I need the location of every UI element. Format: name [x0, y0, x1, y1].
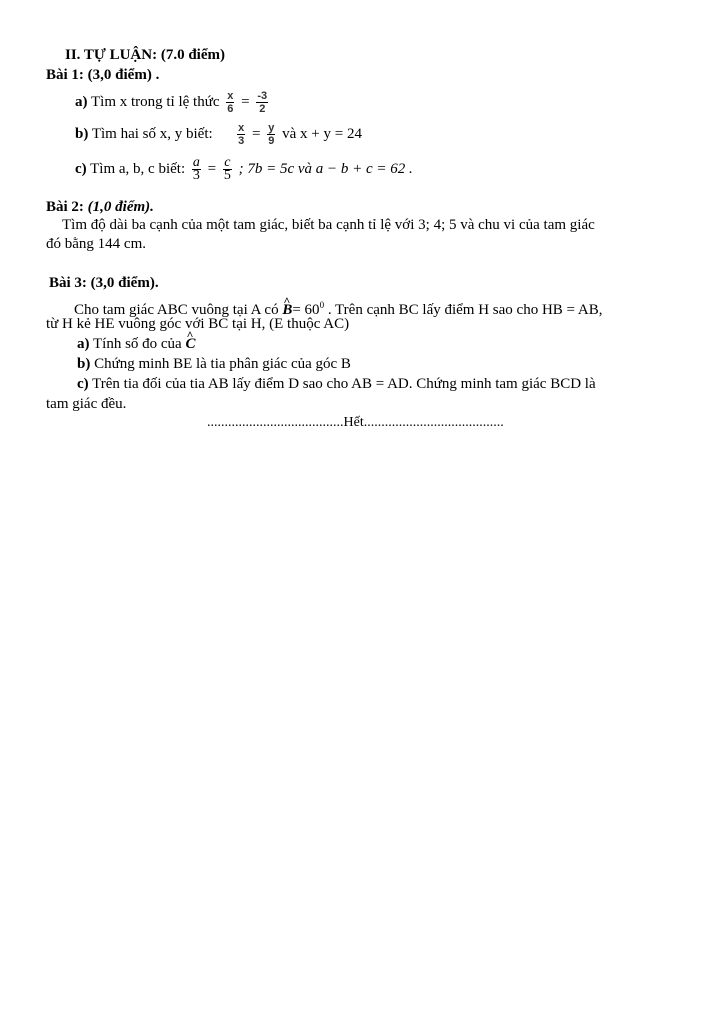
equals-sign: = [241, 94, 250, 110]
bai2-line2: đó bằng 144 cm. [46, 236, 146, 252]
fraction-y-9: $\frac{y}{9}$ [268, 122, 275, 148]
bai1-heading: Bài 1: (3,0 điểm) . [46, 67, 160, 83]
part-a-label: a) [75, 94, 88, 110]
fraction-c-5: $\frac{c}{5}$ [223, 155, 231, 184]
fraction-neg3-2: $\frac{-3}{2}$ [257, 90, 268, 116]
bai2-line1: Tìm độ dài ba cạnh của một tam giác, biết ba cạnh tỉ lệ với 3; 4; 5 và chu vi của tam giác [62, 217, 595, 233]
part-a-text: Tìm x trong tỉ lệ thức [90, 94, 220, 110]
bai1-part-a [75, 90, 271, 115]
bai1-part-b [75, 122, 362, 147]
part-c-text: Tìm a, b, c biết: [90, 161, 186, 177]
bai3-part-a: a) Tính số đo của ^ C [77, 335, 195, 353]
part-b-condition: và x + y = 24 [282, 126, 362, 142]
angle-b-symbol: ^ B [282, 301, 292, 319]
fraction-x-3: $\frac{x}{3}$ [238, 122, 245, 148]
bai3-heading: Bài 3: (3,0 điểm). [49, 275, 159, 291]
part-b-label: b) [75, 126, 89, 142]
section-title: II. TỰ LUẬN: (7.0 điểm) [65, 47, 225, 63]
part-b-text: Tìm hai số x, y biết: [91, 126, 213, 142]
bai3-part-b: b) Chứng minh BE là tia phân giác của góc B [77, 356, 351, 372]
bai3-part-c: c) Trên tia đối của tia AB lấy điểm D sao cho AB = AD. Chứng minh tam giác BCD là [77, 376, 596, 392]
bai3-line1: Cho tam giác ABC vuông tại A có ^ $B= 60^0$ . Trên cạnh BC lấy điểm H sao cho HB = AB, [74, 296, 603, 319]
bai3-line2: từ H kẻ HE vuông góc với BC tại H, (E thuộc AC) [46, 316, 350, 332]
equals-sign: = [252, 126, 261, 142]
part-c-condition: ; 7b = 5c và a − b + c = 62 . [238, 161, 413, 177]
part-c-label: c) [75, 161, 87, 177]
bai3-part-c-line2: tam giác đều. [46, 396, 127, 412]
bai1-part-c [75, 156, 413, 182]
end-marker: .......................................Hết........................................ [207, 415, 504, 430]
bai2-heading: Bài 2: (1,0 điểm). [46, 199, 154, 215]
equals-sign: = [207, 161, 217, 177]
fraction-a-3: $\frac{a}{3}$ [192, 155, 200, 184]
fraction-x-6: $\frac{x}{6}$ [227, 90, 234, 116]
angle-c-symbol: ^ C [185, 335, 195, 353]
